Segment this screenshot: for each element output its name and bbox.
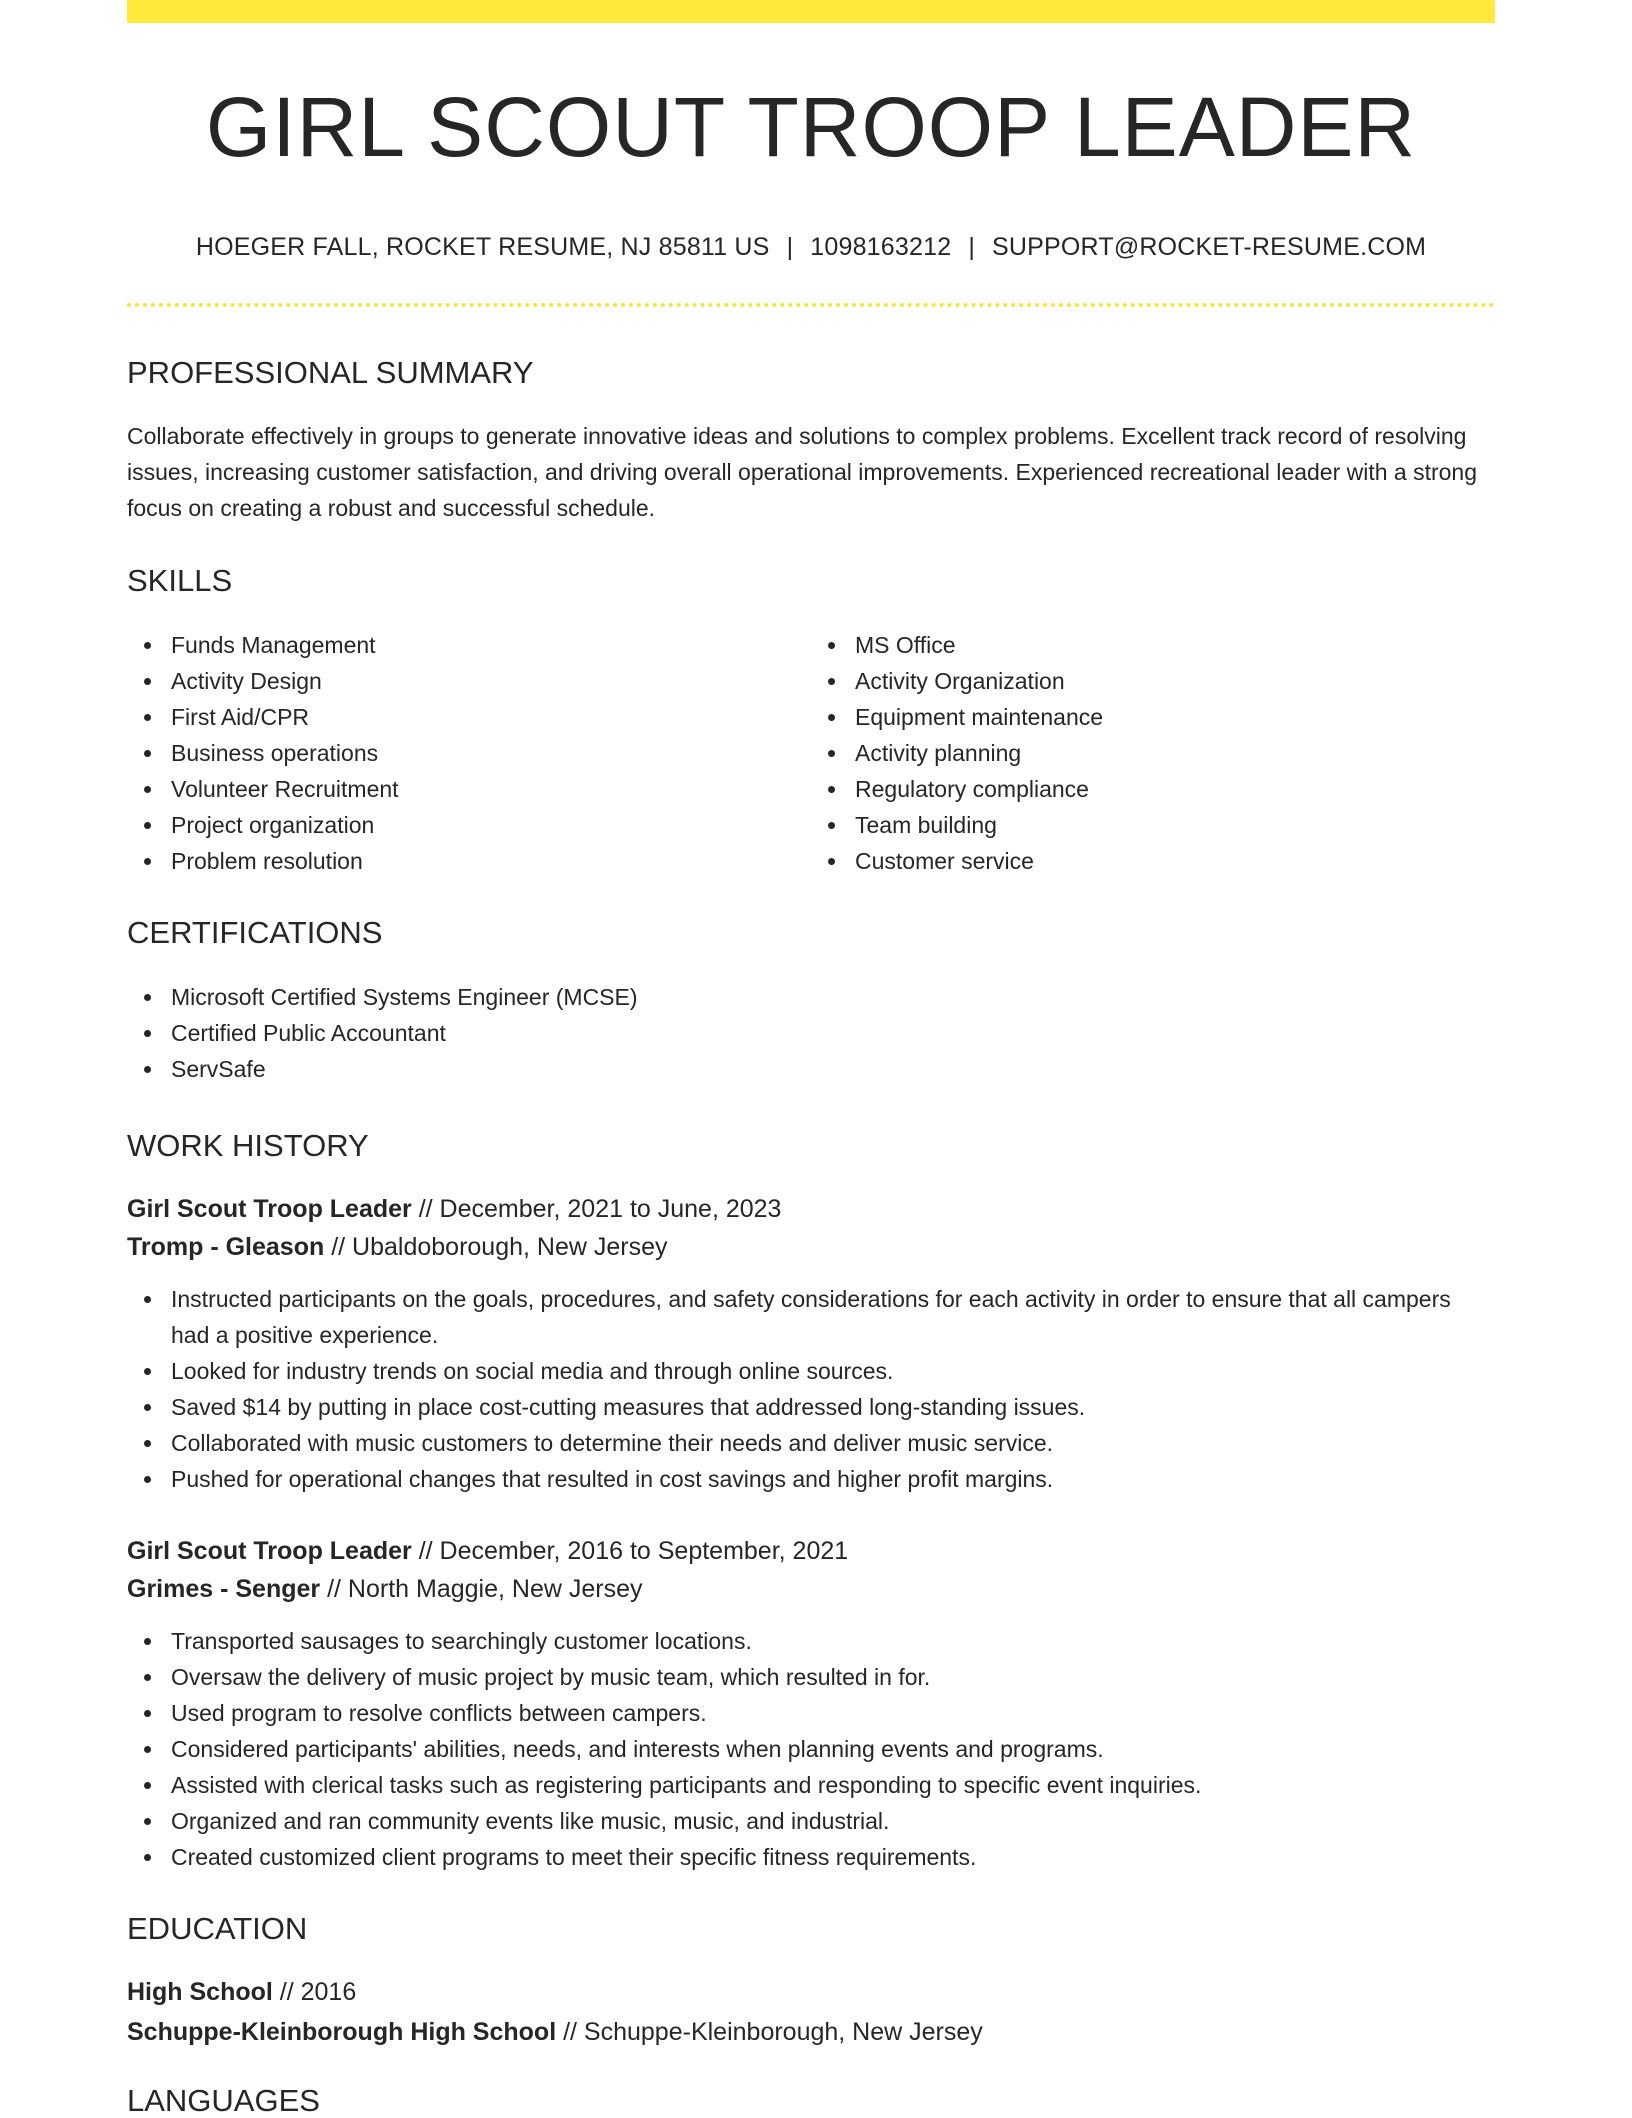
job-entry bbox=[127, 1532, 1495, 1875]
job-bullets bbox=[127, 1623, 1495, 1875]
job-dates: // December, 2016 to September, 2021 bbox=[411, 1537, 849, 1565]
contact-line bbox=[127, 235, 1495, 260]
skills-list-left bbox=[127, 627, 811, 879]
certification-item: ServSafe bbox=[171, 1051, 1495, 1087]
job-company: Grimes - Senger bbox=[127, 1575, 321, 1603]
job-bullet: Looked for industry trends on social media and through online sources. bbox=[171, 1353, 1495, 1389]
education-location: // Schuppe-Kleinborough, New Jersey bbox=[556, 2018, 983, 2046]
skill-item: Equipment maintenance bbox=[855, 699, 1495, 735]
job-dates: // December, 2021 to June, 2023 bbox=[411, 1195, 782, 1223]
contact-phone: 1098163212 bbox=[810, 233, 952, 261]
resume-name: GIRL SCOUT TROOP LEADER bbox=[205, 80, 1417, 174]
job-location: // Ubaldoborough, New Jersey bbox=[324, 1233, 668, 1261]
accent-top-bar bbox=[127, 0, 1495, 23]
job-bullet: Collaborated with music customers to determine their needs and deliver music service. bbox=[171, 1425, 1495, 1461]
education-year: // 2016 bbox=[272, 1978, 357, 2006]
job-title-line bbox=[127, 1190, 1495, 1228]
summary-text: Collaborate effectively in groups to generate innovative ideas and solutions to complex problems. Excellent track record of resolving issues, increasing customer satisfaction, and driving overall operational improvements. Experienced recreational leader with a strong focus on creating a robust and successful schedule. bbox=[127, 423, 1478, 521]
skill-item: Activity planning bbox=[855, 735, 1495, 771]
skill-item: Activity Design bbox=[171, 663, 811, 699]
skill-item: Team building bbox=[855, 807, 1495, 843]
education-school-line bbox=[127, 2012, 1495, 2052]
skill-item: Funds Management bbox=[171, 627, 811, 663]
job-location: // North Maggie, New Jersey bbox=[320, 1575, 643, 1603]
skill-item: Activity Organization bbox=[855, 663, 1495, 699]
job-bullet: Used program to resolve conflicts between campers. bbox=[171, 1695, 1495, 1731]
job-bullet: Considered participants' abilities, needs, and interests when planning events and programs. bbox=[171, 1731, 1495, 1767]
job-bullet: Pushed for operational changes that resulted in cost savings and higher profit margins. bbox=[171, 1461, 1495, 1497]
job-company-line bbox=[127, 1570, 1495, 1608]
skill-item: Volunteer Recruitment bbox=[171, 771, 811, 807]
education-degree: High School bbox=[127, 1978, 273, 2006]
skill-item: MS Office bbox=[855, 627, 1495, 663]
skill-item: First Aid/CPR bbox=[171, 699, 811, 735]
job-bullet: Assisted with clerical tasks such as registering participants and responding to specific event inquiries. bbox=[171, 1767, 1495, 1803]
job-bullet: Oversaw the delivery of music project by music team, which resulted in for. bbox=[171, 1659, 1495, 1695]
job-bullet: Instructed participants on the goals, procedures, and safety considerations for each activity in order to ensure that all campers had a positive experience. bbox=[171, 1281, 1495, 1353]
education-degree-line bbox=[127, 1972, 1495, 2012]
job-bullet: Transported sausages to searchingly customer locations. bbox=[171, 1623, 1495, 1659]
job-bullet: Organized and ran community events like music, music, and industrial. bbox=[171, 1803, 1495, 1839]
job-bullet: Saved $14 by putting in place cost-cutting measures that addressed long-standing issues. bbox=[171, 1389, 1495, 1425]
skill-item: Regulatory compliance bbox=[855, 771, 1495, 807]
job-bullets bbox=[127, 1281, 1495, 1497]
education-heading: EDUCATION bbox=[127, 1911, 308, 1946]
skills-heading: SKILLS bbox=[127, 563, 233, 598]
dotted-divider bbox=[127, 303, 1495, 307]
certification-item: Certified Public Accountant bbox=[171, 1015, 1495, 1051]
skill-item: Customer service bbox=[855, 843, 1495, 879]
contact-separator: | bbox=[786, 233, 794, 261]
job-bullet: Created customized client programs to meet their specific fitness requirements. bbox=[171, 1839, 1495, 1875]
job-company: Tromp - Gleason bbox=[127, 1233, 325, 1261]
job-entry bbox=[127, 1190, 1495, 1497]
contact-address: HOEGER FALL, ROCKET RESUME, NJ 85811 US bbox=[195, 233, 770, 261]
work-history-heading: WORK HISTORY bbox=[127, 1128, 369, 1163]
certifications-heading: CERTIFICATIONS bbox=[127, 915, 383, 950]
resume-page bbox=[127, 0, 1495, 2116]
languages-heading: LANGUAGES bbox=[127, 2083, 320, 2118]
job-role: Girl Scout Troop Leader bbox=[127, 1195, 412, 1223]
skill-item: Business operations bbox=[171, 735, 811, 771]
skills-columns bbox=[127, 627, 1495, 879]
skills-list-right bbox=[811, 627, 1495, 879]
job-company-line bbox=[127, 1228, 1495, 1266]
certifications-list bbox=[127, 979, 1495, 1087]
job-title-line bbox=[127, 1532, 1495, 1570]
summary-heading: PROFESSIONAL SUMMARY bbox=[127, 355, 534, 390]
education-school: Schuppe-Kleinborough High School bbox=[127, 2018, 557, 2046]
contact-email: SUPPORT@ROCKET-RESUME.COM bbox=[992, 233, 1427, 261]
skill-item: Problem resolution bbox=[171, 843, 811, 879]
education-entry bbox=[127, 1972, 1495, 2052]
skill-item: Project organization bbox=[171, 807, 811, 843]
job-role: Girl Scout Troop Leader bbox=[127, 1537, 412, 1565]
contact-separator: | bbox=[968, 233, 976, 261]
certification-item: Microsoft Certified Systems Engineer (MCSE) bbox=[171, 979, 1495, 1015]
